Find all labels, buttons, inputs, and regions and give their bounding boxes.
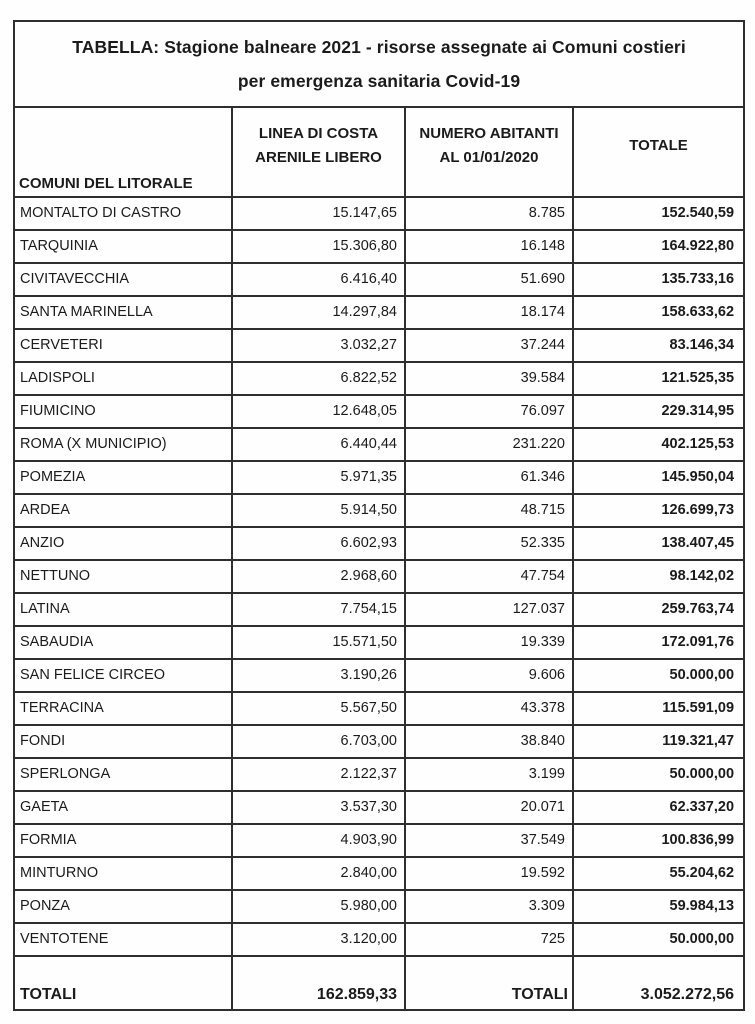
- linea-di-costa-cell: 6.703,00: [232, 725, 405, 758]
- totale-cell: 172.091,76: [573, 626, 744, 659]
- totals-row: [14, 956, 744, 1010]
- linea-di-costa-cell: 3.120,00: [232, 923, 405, 956]
- abitanti-cell: 51.690: [405, 263, 573, 296]
- totale-cell: 59.984,13: [573, 890, 744, 923]
- table-row: [14, 560, 744, 593]
- abitanti-cell: 3.309: [405, 890, 573, 923]
- abitanti-cell: 76.097: [405, 395, 573, 428]
- comune-name-cell: LADISPOLI: [14, 362, 232, 395]
- linea-di-costa-cell: 4.903,90: [232, 824, 405, 857]
- table-row: [14, 791, 744, 824]
- comune-name-cell: ANZIO: [14, 527, 232, 560]
- totale-cell: 152.540,59: [573, 197, 744, 230]
- table-row: [14, 494, 744, 527]
- abitanti-cell: 19.592: [405, 857, 573, 890]
- totale-cell: 115.591,09: [573, 692, 744, 725]
- linea-di-costa-cell: 6.822,52: [232, 362, 405, 395]
- abitanti-cell: 18.174: [405, 296, 573, 329]
- column-header-row: [14, 107, 744, 197]
- comune-name-cell: GAETA: [14, 791, 232, 824]
- abitanti-cell: 48.715: [405, 494, 573, 527]
- table-row: [14, 593, 744, 626]
- linea-di-costa-cell: 2.968,60: [232, 560, 405, 593]
- abitanti-cell: 231.220: [405, 428, 573, 461]
- comune-name-cell: SPERLONGA: [14, 758, 232, 791]
- totals-totale-value: 3.052.272,56: [573, 956, 744, 1010]
- table-row: [14, 230, 744, 263]
- comune-name-cell: FIUMICINO: [14, 395, 232, 428]
- linea-di-costa-cell: 3.032,27: [232, 329, 405, 362]
- column-header-linea-line2: ARENILE LIBERO: [255, 148, 382, 166]
- table-row: [14, 296, 744, 329]
- linea-di-costa-cell: 14.297,84: [232, 296, 405, 329]
- totale-cell: 121.525,35: [573, 362, 744, 395]
- comune-name-cell: SAN FELICE CIRCEO: [14, 659, 232, 692]
- comune-name-cell: ARDEA: [14, 494, 232, 527]
- table-row: [14, 824, 744, 857]
- abitanti-cell: 61.346: [405, 461, 573, 494]
- abitanti-cell: 38.840: [405, 725, 573, 758]
- totale-cell: 50.000,00: [573, 659, 744, 692]
- table-row: [14, 626, 744, 659]
- column-header-abitanti: [405, 107, 573, 197]
- comune-name-cell: TARQUINIA: [14, 230, 232, 263]
- table-row: [14, 527, 744, 560]
- table-row: [14, 461, 744, 494]
- title-row: [14, 21, 744, 107]
- totale-cell: 158.633,62: [573, 296, 744, 329]
- totals-right-label: TOTALI: [405, 956, 573, 1010]
- abitanti-cell: 16.148: [405, 230, 573, 263]
- table-title-line2: per emergenza sanitaria Covid-19: [237, 71, 521, 91]
- abitanti-cell: 9.606: [405, 659, 573, 692]
- abitanti-cell: 39.584: [405, 362, 573, 395]
- table-row: [14, 692, 744, 725]
- totals-linea-di-costa-value: 162.859,33: [232, 956, 405, 1010]
- totale-cell: 50.000,00: [573, 758, 744, 791]
- comune-name-cell: FONDI: [14, 725, 232, 758]
- comune-name-cell: CIVITAVECCHIA: [14, 263, 232, 296]
- abitanti-cell: 47.754: [405, 560, 573, 593]
- comune-name-cell: PONZA: [14, 890, 232, 923]
- totale-cell: 145.950,04: [573, 461, 744, 494]
- linea-di-costa-cell: 15.306,80: [232, 230, 405, 263]
- table-row: [14, 362, 744, 395]
- table-row: [14, 263, 744, 296]
- column-header-abitanti-line1: NUMERO ABITANTI: [419, 125, 559, 143]
- abitanti-cell: 20.071: [405, 791, 573, 824]
- table-row: [14, 428, 744, 461]
- totals-left-label: TOTALI: [14, 956, 232, 1010]
- linea-di-costa-cell: 7.754,15: [232, 593, 405, 626]
- column-header-linea-di-costa: [232, 107, 405, 197]
- linea-di-costa-cell: 2.840,00: [232, 857, 405, 890]
- linea-di-costa-cell: 6.416,40: [232, 263, 405, 296]
- column-header-comuni: COMUNI DEL LITORALE: [14, 107, 232, 197]
- linea-di-costa-cell: 6.440,44: [232, 428, 405, 461]
- totale-cell: 119.321,47: [573, 725, 744, 758]
- comune-name-cell: POMEZIA: [14, 461, 232, 494]
- totale-cell: 83.146,34: [573, 329, 744, 362]
- linea-di-costa-cell: 12.648,05: [232, 395, 405, 428]
- table-row: [14, 395, 744, 428]
- comune-name-cell: FORMIA: [14, 824, 232, 857]
- comune-name-cell: VENTOTENE: [14, 923, 232, 956]
- comune-name-cell: NETTUNO: [14, 560, 232, 593]
- table-row: [14, 659, 744, 692]
- abitanti-cell: 52.335: [405, 527, 573, 560]
- linea-di-costa-cell: 5.567,50: [232, 692, 405, 725]
- linea-di-costa-cell: 6.602,93: [232, 527, 405, 560]
- totale-cell: 135.733,16: [573, 263, 744, 296]
- comune-name-cell: ROMA (X MUNICIPIO): [14, 428, 232, 461]
- totale-cell: 164.922,80: [573, 230, 744, 263]
- table-row: [14, 725, 744, 758]
- table-row: [14, 857, 744, 890]
- totale-cell: 229.314,95: [573, 395, 744, 428]
- totale-cell: 55.204,62: [573, 857, 744, 890]
- abitanti-cell: 127.037: [405, 593, 573, 626]
- column-header-linea-line1: LINEA DI COSTA: [258, 125, 379, 143]
- totale-cell: 138.407,45: [573, 527, 744, 560]
- abitanti-cell: 725: [405, 923, 573, 956]
- abitanti-cell: 19.339: [405, 626, 573, 659]
- comune-name-cell: MINTURNO: [14, 857, 232, 890]
- linea-di-costa-cell: 5.971,35: [232, 461, 405, 494]
- totale-cell: 402.125,53: [573, 428, 744, 461]
- linea-di-costa-cell: 5.914,50: [232, 494, 405, 527]
- comune-name-cell: SANTA MARINELLA: [14, 296, 232, 329]
- linea-di-costa-cell: 5.980,00: [232, 890, 405, 923]
- comune-name-cell: SABAUDIA: [14, 626, 232, 659]
- table-body: [14, 197, 744, 956]
- linea-di-costa-cell: 3.537,30: [232, 791, 405, 824]
- linea-di-costa-cell: 15.571,50: [232, 626, 405, 659]
- table-row: [14, 758, 744, 791]
- linea-di-costa-cell: 3.190,26: [232, 659, 405, 692]
- totale-cell: 50.000,00: [573, 923, 744, 956]
- comune-name-cell: CERVETERI: [14, 329, 232, 362]
- table-row: [14, 890, 744, 923]
- abitanti-cell: 3.199: [405, 758, 573, 791]
- table-title: [14, 21, 744, 107]
- resources-table: [13, 20, 745, 1011]
- abitanti-cell: 37.244: [405, 329, 573, 362]
- linea-di-costa-cell: 2.122,37: [232, 758, 405, 791]
- totale-cell: 100.836,99: [573, 824, 744, 857]
- table-row: [14, 197, 744, 230]
- totale-cell: 259.763,74: [573, 593, 744, 626]
- comune-name-cell: TERRACINA: [14, 692, 232, 725]
- linea-di-costa-cell: 15.147,65: [232, 197, 405, 230]
- column-header-abitanti-line2: AL 01/01/2020: [439, 148, 539, 166]
- column-header-totale: TOTALE: [573, 107, 744, 197]
- table-row: [14, 329, 744, 362]
- abitanti-cell: 43.378: [405, 692, 573, 725]
- comune-name-cell: MONTALTO DI CASTRO: [14, 197, 232, 230]
- table-row: [14, 923, 744, 956]
- abitanti-cell: 37.549: [405, 824, 573, 857]
- abitanti-cell: 8.785: [405, 197, 573, 230]
- totale-cell: 62.337,20: [573, 791, 744, 824]
- table-title-line1: TABELLA: Stagione balneare 2021 - risorse assegnate ai Comuni costieri: [72, 36, 686, 57]
- totale-cell: 98.142,02: [573, 560, 744, 593]
- comune-name-cell: LATINA: [14, 593, 232, 626]
- totale-cell: 126.699,73: [573, 494, 744, 527]
